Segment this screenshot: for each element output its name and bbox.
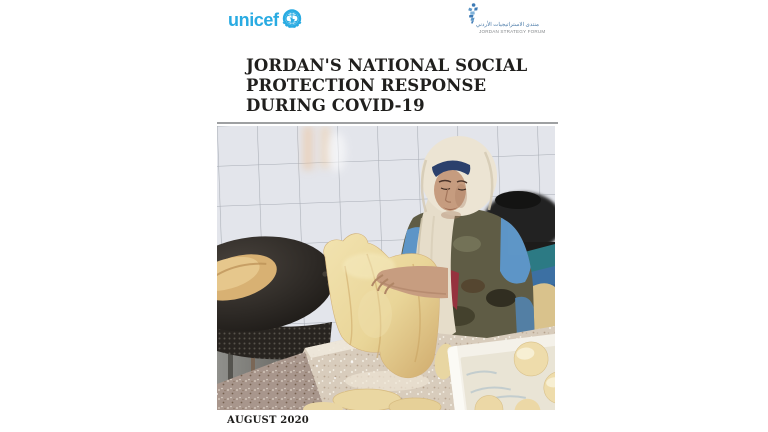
cover-photo-illustration	[217, 126, 555, 410]
jsf-emblem-icon	[466, 3, 480, 24]
title-divider	[217, 122, 558, 124]
unicef-logo	[228, 8, 303, 31]
unicef-wordmark: unicef	[228, 9, 279, 30]
jsf-arabic-name: منتدى الاستراتيجيات الأردني	[475, 22, 539, 28]
jsf-english-name: JORDAN STRATEGY FORUM	[479, 28, 546, 34]
title-line-2: PROTECTION RESPONSE	[246, 76, 487, 95]
publication-date: AUGUST 2020	[227, 415, 309, 426]
report-title	[246, 56, 527, 116]
title-line-3: DURING COVID-19	[246, 96, 425, 115]
title-line-1: JORDAN'S NATIONAL SOCIAL	[246, 56, 528, 75]
unicef-globe-icon	[281, 8, 303, 31]
cover-photo	[217, 126, 555, 410]
